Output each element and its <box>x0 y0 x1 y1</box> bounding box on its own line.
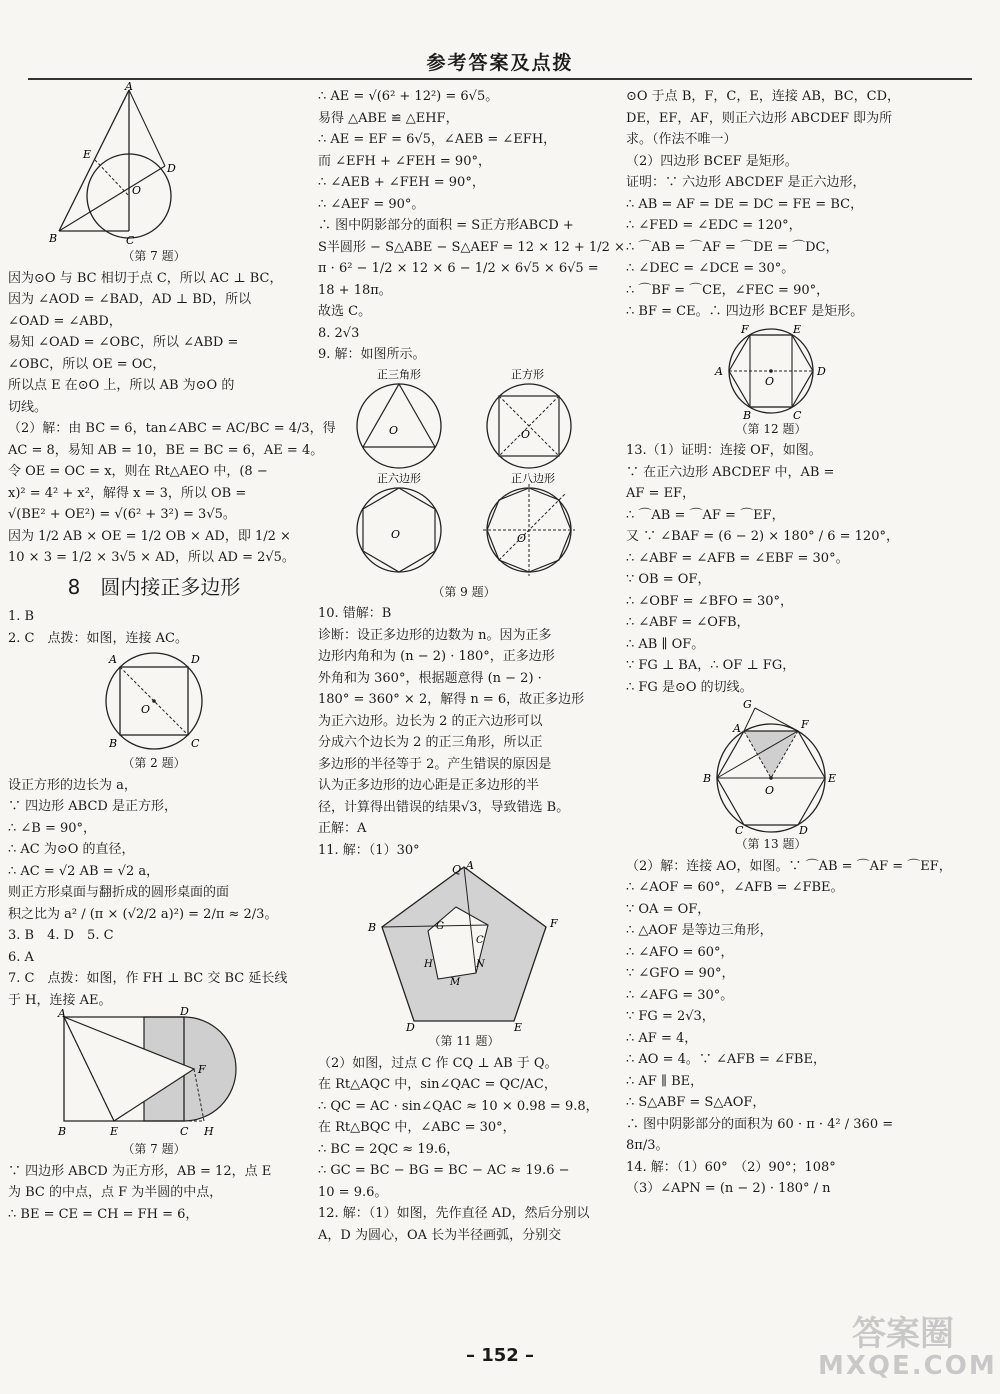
col2-text-a <box>318 86 625 366</box>
text-line: 切线。 <box>8 399 48 415</box>
text-line: ∴ ∠AEF = 90°。 <box>318 196 425 212</box>
text-line: S半圆形 − S△ABE − S△AEF = 12 × 12 + 1/2 × <box>318 239 625 255</box>
svg-text:C: C <box>191 737 200 750</box>
header-title: 参考答案及点拨 <box>426 52 574 74</box>
text-line: ∴ ∠AEB + ∠FEH = 90°， <box>318 175 485 190</box>
svg-text:E: E <box>793 322 802 336</box>
svg-text:N: N <box>476 959 485 970</box>
text-line: 所以点 E 在⊙O 上，所以 AB 为⊙O 的 <box>8 378 235 393</box>
text-line: ∵ OA = OF， <box>626 901 711 917</box>
svg-text:A: A <box>109 653 117 666</box>
figure-9-regular-polygons <box>318 366 610 582</box>
text-line: 12. 解：（1）如图，先作直径 AD，然后分别以 <box>318 1206 590 1221</box>
text-line: ∴ AO = 4。∵ ∠AFB = ∠FBE， <box>626 1052 826 1067</box>
text-line: AF = EF， <box>626 486 696 501</box>
text-line: 10 = 9.6。 <box>318 1184 388 1200</box>
text-line: 故选 C。 <box>318 304 372 319</box>
col2-text-c <box>318 1053 610 1247</box>
text-line: 8π/3。 <box>626 1138 669 1153</box>
text-line: ∵ FG ⊥ BA，∴ OF ⊥ FG， <box>626 658 796 673</box>
text-line: ∴ FG 是⊙O 的切线。 <box>626 679 753 695</box>
text-line: ∴ ∠ABF = ∠OFB， <box>626 615 750 630</box>
text-line: 而 ∠EFH + ∠FEH = 90°， <box>318 153 491 169</box>
text-line: DE，EF，AF，则正六边形 ABCDEF 即为所 <box>626 110 893 126</box>
svg-text:A: A <box>58 1007 66 1020</box>
text-line: （2）四边形 BCEF 是矩形。 <box>626 153 798 169</box>
svg-text:B: B <box>743 408 752 422</box>
figure-13-caption: （第 13 题） <box>735 837 807 851</box>
text-line: 多边形的半径等于 2。产生错误的原因是 <box>318 756 552 772</box>
svg-text:C: C <box>180 1125 189 1138</box>
svg-text:F: F <box>801 718 809 731</box>
text-line: x)² = 4² + x²，解得 x = 3，所以 OB = <box>8 485 247 501</box>
text-line: ∴ BF = CE。∴ 四边形 BCEF 是矩形。 <box>626 304 864 319</box>
text-line: ∴ 图中阴影部分的面积为 60 · π · 4² / 360 = <box>626 1116 894 1132</box>
figure-9-caption: （第 9 题） <box>432 584 496 599</box>
column-right <box>626 86 952 1200</box>
text-line: ∴ AF = 4， <box>626 1030 698 1046</box>
text-line: （3）∠APN = (n − 2) · 180° / n <box>626 1181 831 1196</box>
text-line: 认为正多边形的边心距是正多边形的半 <box>318 778 540 793</box>
svg-text:O: O <box>517 531 527 545</box>
svg-text:O: O <box>389 423 399 437</box>
svg-text:G: G <box>743 698 752 711</box>
svg-text:D: D <box>406 1021 415 1034</box>
text-line: 分成六个边长为 2 的正三角形，所以正 <box>318 735 543 750</box>
col3-text-a <box>626 86 916 323</box>
figure-2-square-in-circle <box>8 649 300 753</box>
text-line: ∴ ∠AFO = 60°， <box>626 944 734 960</box>
figure-7b-caption: （第 7 题） <box>122 1142 186 1156</box>
text-line: ∴ ∠AOF = 60°，∠AFB = ∠FBE。 <box>626 880 844 895</box>
col2-text-b <box>318 603 610 861</box>
text-line: ∴ ⌒AB = ⌒AF = ⌒EF， <box>626 507 785 523</box>
svg-text:D: D <box>799 824 808 837</box>
text-line: 3. B 4. D 5. C <box>8 928 114 943</box>
svg-text:C: C <box>126 234 135 247</box>
text-line: ∴ ∠ABF = ∠AFB = ∠EBF = 30°。 <box>626 550 849 566</box>
text-line: 正解：A <box>318 821 367 836</box>
text-line: ∴ AB = AF = DE = DC = FE = BC， <box>626 196 864 212</box>
text-line: 在 Rt△AQC 中，sin∠QAC = QC/AC， <box>318 1077 557 1092</box>
watermark-logo <box>818 1314 997 1384</box>
text-line: 径，计算得出错误的结果√3，导致错选 B。 <box>318 799 570 815</box>
text-line: ∴ GC = BC − BG = BC − AC ≈ 19.6 − <box>318 1163 570 1178</box>
text-line: ∵ 四边形 ABCD 是正方形， <box>8 799 177 814</box>
text-line: ∴ AB ∥ OF。 <box>626 636 705 652</box>
text-line: 180° = 360° × 2，解得 n = 6，故正多边形 <box>318 692 585 707</box>
text-line: ∴ AC = √2 AB = √2 a， <box>8 863 160 879</box>
page-number: – 152 – <box>465 1345 535 1366</box>
svg-text:A: A <box>466 859 474 872</box>
text-line: 18 + 18π。 <box>318 282 392 298</box>
text-line: π · 6² − 1/2 × 12 × 6 − 1/2 × 6√5 × 6√5 = <box>318 261 599 276</box>
text-line: 令 OE = OC = x，则在 Rt△AEO 中，(8 − <box>8 464 268 479</box>
text-line: 因为 1/2 AB × OE = 1/2 OB × AD，即 1/2 × <box>8 528 291 544</box>
text-line: ∴ AF ∥ BE， <box>626 1073 704 1089</box>
svg-text:B: B <box>58 1125 67 1138</box>
text-line: 在 Rt△BQC 中，∠ABC = 30°， <box>318 1120 516 1135</box>
text-line: AC = 8，易知 AB = 10，BE = BC = 6，AE = 4。 <box>8 442 324 458</box>
text-line: ∵ FG = 2√3， <box>626 1009 715 1024</box>
text-line: A，D 为圆心，OA 长为半径画弧，分别交 <box>318 1227 562 1243</box>
figure-7-square-semicircle <box>8 1005 300 1139</box>
figure-13-hexagon-tangent <box>626 698 916 837</box>
col1-text-c <box>8 775 300 1012</box>
svg-text:H: H <box>204 1125 214 1138</box>
text-line: ∵ OB = OF， <box>626 572 711 587</box>
svg-text:G: G <box>436 921 444 932</box>
figure-12-hexagon <box>626 322 916 422</box>
watermark-line1: 答案圈 <box>852 1314 954 1354</box>
text-line: ∠OAD = ∠ABD， <box>8 313 122 329</box>
text-line: 求。（作法不唯一） <box>626 132 737 147</box>
svg-text:E: E <box>110 1125 119 1138</box>
text-line: ∴ ∠B = 90°， <box>8 820 97 836</box>
svg-text:C: C <box>793 408 802 422</box>
svg-text:C: C <box>476 935 484 946</box>
text-line: 外角和为 360°，根据题意得 (n − 2) · <box>318 670 542 686</box>
text-line: 于 H，连接 AE。 <box>8 992 112 1008</box>
svg-text:B: B <box>109 737 118 750</box>
text-line: ∴ △AOF 是等边三角形， <box>626 923 773 938</box>
svg-text:D: D <box>191 653 200 666</box>
text-line: 6. A <box>8 949 34 965</box>
answer-line: 2. C 点拨：如图，连接 AC。 <box>8 630 188 646</box>
svg-text:E: E <box>514 1021 523 1034</box>
svg-text:A: A <box>715 364 723 378</box>
text-line: 7. C 点拨：如图，作 FH ⊥ BC 交 BC 延长线 <box>8 971 288 986</box>
text-line: 9. 解：如图所示。 <box>318 347 426 362</box>
text-line: ∴ QC = AC · sin∠QAC ≈ 10 × 0.98 = 9.8， <box>318 1098 599 1114</box>
column-left <box>8 80 336 1225</box>
text-line: ∴ ∠OBF = ∠BFO = 30°， <box>626 593 794 609</box>
svg-text:O: O <box>391 527 401 541</box>
text-line: ∴ ⌒AB = ⌒AF = ⌒DE = ⌒DC， <box>626 239 839 255</box>
svg-text:O: O <box>132 184 142 197</box>
text-line: ∴ ∠DEC = ∠DCE = 30°。 <box>626 261 795 276</box>
text-line: ∴ S△ABF = S△AOF， <box>626 1095 766 1110</box>
figure-2-caption: （第 2 题） <box>122 756 186 770</box>
text-line: 则正方形桌面与翻折成的圆形桌面的面 <box>8 885 230 900</box>
col3-text-b <box>626 440 916 698</box>
text-line: （2）解：由 BC = 6，tan∠ABC = AC/BC = 4/3，得 <box>8 421 336 436</box>
svg-text:O: O <box>765 374 775 388</box>
text-line: √(BE² + OE²) = √(6² + 3²) = 3√5。 <box>8 507 236 522</box>
text-line: 为正六边形。边长为 2 的正六边形可以 <box>318 713 543 729</box>
text-line: 易知 ∠OAD = ∠OBC，所以 ∠ABD = <box>8 335 239 350</box>
text-line: ∴ AE = EF = 6√5，∠AEB = ∠EFH， <box>318 132 557 147</box>
text-line: 证明：∵ 六边形 ABCDEF 是正六边形， <box>626 175 866 190</box>
watermark-line2: MXQE.COM <box>818 1351 997 1381</box>
text-line: 10. 错解：B <box>318 606 392 621</box>
text-line: 因为 ∠AOD = ∠BAD，AD ⊥ BD，所以 <box>8 292 252 307</box>
svg-text:B: B <box>49 232 58 245</box>
svg-text:O: O <box>141 703 151 716</box>
fig9-label-square: 正方形 <box>511 367 544 381</box>
svg-text:F: F <box>550 917 558 930</box>
svg-text:E: E <box>83 148 92 161</box>
col1-text-a <box>8 268 336 569</box>
text-line: ∴ ⌒BF = ⌒CE，∠FEC = 90°， <box>626 282 830 298</box>
text-line: 易得 △ABE ≌ △EHF， <box>318 110 459 126</box>
svg-text:E: E <box>828 772 837 785</box>
text-line: 为 BC 的中点，点 F 为半圆的中点， <box>8 1185 223 1200</box>
header-rule <box>28 78 972 80</box>
text-line: ∴ AC 为⊙O 的直径， <box>8 842 135 857</box>
text-line: ∴ ∠FED = ∠EDC = 120°， <box>626 218 802 233</box>
svg-text:M: M <box>450 977 461 988</box>
figure-11-caption: （第 11 题） <box>428 1034 500 1048</box>
page-header <box>0 0 1000 80</box>
text-line: ⊙O 于点 B，F，C，E，连接 AB，BC，CD， <box>626 89 901 104</box>
figure-7-caption: （第 7 题） <box>122 249 186 263</box>
text-line: 10 × 3 = 1/2 × 3√5 × AD，所以 AD = 2√5。 <box>8 550 295 565</box>
text-line: 13.（1）证明：连接 OF，如图。 <box>626 443 822 458</box>
answer-line: 1. B <box>8 609 35 624</box>
text-line: 11. 解：（1）30° <box>318 842 420 858</box>
text-line: （2）如图，过点 C 作 CQ ⊥ AB 于 Q。 <box>318 1055 558 1071</box>
svg-text:F: F <box>198 1063 206 1076</box>
section-title: 8 圆内接正多边形 <box>67 574 241 599</box>
svg-text:B: B <box>703 772 712 785</box>
figure-7-circle-triangle <box>8 80 300 247</box>
text-line: ∴ ∠AFG = 30°。 <box>626 987 734 1003</box>
text-line: 因为⊙O 与 BC 相切于点 C，所以 AC ⊥ BC， <box>8 270 283 286</box>
fig9-label-hexagon: 正六边形 <box>377 471 421 485</box>
column-middle <box>318 86 625 1246</box>
svg-text:D: D <box>167 162 176 175</box>
svg-text:O: O <box>521 427 531 441</box>
svg-text:B: B <box>368 921 377 934</box>
figure-12-caption: （第 12 题） <box>735 421 807 436</box>
svg-text:C: C <box>735 824 744 837</box>
svg-text:Q: Q <box>452 863 462 876</box>
text-line: 诊断：设正多边形的边数为 n。因为正多 <box>318 627 552 643</box>
svg-text:A: A <box>733 722 741 735</box>
text-line: ∴ 图中阴影部分的面积 = S正方形ABCD + <box>318 218 574 233</box>
figure-11-pentagon <box>318 859 610 1034</box>
text-line: 14. 解：（1）60° （2）90°；108° <box>626 1159 836 1175</box>
text-line: （2）解：连接 AO，如图。∵ ⌒AB = ⌒AF = ⌒EF， <box>626 858 952 874</box>
col3-text-c <box>626 856 952 1200</box>
fig9-label-triangle: 正三角形 <box>377 367 421 381</box>
svg-text:F: F <box>741 322 749 336</box>
text-line: ∵ 在正六边形 ABCDEF 中，AB = <box>626 464 835 480</box>
text-line: ∵ 四边形 ABCD 为正方形，AB = 12，点 E <box>8 1163 272 1179</box>
text-line: 8. 2√3 <box>318 325 360 341</box>
svg-text:D: D <box>817 364 826 378</box>
svg-text:D: D <box>180 1005 189 1018</box>
fig9-label-octagon: 正八边形 <box>511 471 555 485</box>
text-line: 边形内角和为 (n − 2) · 180°，正多边形 <box>318 649 555 664</box>
text-line: ∵ ∠GFO = 90°， <box>626 966 735 981</box>
svg-text:O: O <box>765 784 775 797</box>
text-line: ∴ BE = CE = CH = FH = 6， <box>8 1206 199 1222</box>
text-line: ∴ BC = 2QC ≈ 19.6， <box>318 1141 460 1157</box>
svg-text:H: H <box>424 959 433 970</box>
text-line: 设正方形的边长为 a， <box>8 777 137 793</box>
text-line: ∠OBC，所以 OE = OC， <box>8 356 166 372</box>
text-line: ∴ AE = √(6² + 12²) = 6√5。 <box>318 89 499 104</box>
text-line: 又 ∵ ∠BAF = (6 − 2) × 180° / 6 = 120°， <box>626 529 899 544</box>
svg-text:A: A <box>125 80 133 93</box>
text-line: 积之比为 a² / (π × (√2/2 a)²) = 2/π ≈ 2/3。 <box>8 906 278 922</box>
